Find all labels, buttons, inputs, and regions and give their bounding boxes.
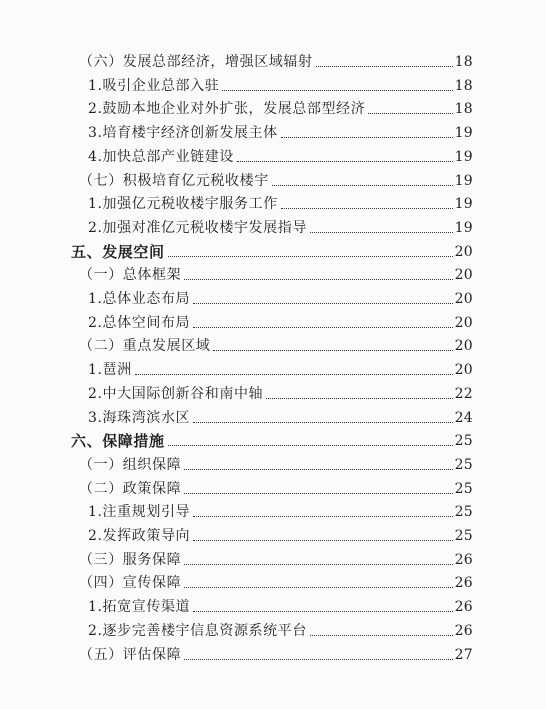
toc-entry[interactable] [0,213,473,237]
toc-entry[interactable] [0,545,473,569]
dot-leader [184,493,452,494]
toc-entry-label: 2.总体空间布局 [88,314,191,331]
toc-entry-page-number: 19 [454,148,473,165]
toc-entry-label: 六、保障措施 [71,432,165,451]
toc-entry-page-number: 25 [454,480,473,497]
toc-entry-page-number: 26 [454,622,473,639]
dot-leader [184,469,452,470]
toc-entry-page-number: 27 [454,646,473,663]
toc-entry-page-number: 26 [454,551,473,568]
toc-entry-label: 1.注重规划引导 [88,504,191,521]
toc-entry-page-number: 19 [454,196,473,213]
toc-entry-page-number: 24 [454,409,473,426]
toc-entry[interactable] [0,237,473,261]
toc-entry-page-number: 18 [454,77,473,94]
toc-entry[interactable] [0,94,473,118]
toc-entry-label: （二）政策保障 [79,480,182,497]
toc-entry[interactable] [0,142,473,166]
toc-entry[interactable] [0,450,473,474]
dot-leader [193,611,452,612]
toc-entry[interactable] [0,379,473,403]
dot-leader [193,422,452,423]
toc-entry-page-number: 25 [454,456,473,473]
toc-entry[interactable] [0,403,473,427]
toc-entry-label: 2.逐步完善楼宇信息资源系统平台 [88,622,307,639]
toc-entry-label: （四）宣传保障 [79,575,182,592]
toc-entry-page-number: 20 [454,338,473,355]
toc-entry-label: 2.加强对准亿元税收楼宇发展指导 [88,219,307,236]
toc-entry-label: （一）总体框架 [79,267,182,284]
toc-entry-label: 2.鼓励本地企业对外扩张，发展总部型经济 [88,101,366,118]
toc-entry-page-number: 20 [454,362,473,379]
dot-leader [222,90,452,91]
dot-leader [281,208,453,209]
toc-entry-label: （一）组织保障 [79,456,182,473]
toc-entry-page-number: 18 [454,101,473,118]
dot-leader [184,279,452,280]
toc-entry-page-number: 20 [454,243,473,260]
toc-entry-label: （七）积极培育亿元税收楼宇 [79,172,269,189]
toc-entry-page-number: 19 [454,125,473,142]
toc-entry-page-number: 19 [454,172,473,189]
dot-leader [193,540,452,541]
dot-leader [193,327,452,328]
toc-entry-page-number: 26 [454,575,473,592]
toc-entry-page-number: 26 [454,599,473,616]
dot-leader [310,232,453,233]
toc-entry[interactable] [0,118,473,142]
toc-entry-page-number: 25 [454,504,473,521]
toc-entry[interactable] [0,166,473,190]
toc-entry[interactable] [0,331,473,355]
toc-entry-label: 1.拓宽宣传渠道 [88,599,191,616]
toc-entry-page-number: 19 [454,219,473,236]
toc-entry-label: （二）重点发展区域 [79,338,211,355]
toc-entry[interactable] [0,568,473,592]
toc-entry-label: 1.吸引企业总部入驻 [88,77,220,94]
toc-entry[interactable] [0,426,473,450]
dot-leader [213,350,452,351]
toc-entry[interactable] [0,521,473,545]
toc-entry-page-number: 20 [454,314,473,331]
toc-entry[interactable] [0,47,473,71]
toc-entry-page-number: 25 [454,528,473,544]
toc-entry-label: （六）发展总部经济，增强区域辐射 [79,54,313,70]
toc-entry-label: 1.总体业态布局 [88,291,191,307]
toc-entry-page-number: 22 [454,385,473,402]
dot-leader [368,113,452,114]
toc-entry[interactable] [0,640,473,664]
dot-leader [316,66,453,67]
toc-entry[interactable] [0,260,473,284]
toc-entry-label: 1.加强亿元税收楼宇服务工作 [88,196,278,213]
dot-leader [266,398,452,399]
toc-entry-label: 3.海珠湾滨水区 [88,409,191,426]
toc-entry[interactable] [0,474,473,498]
dot-leader [281,137,453,138]
toc-entry-label: 4.加快总部产业链建设 [88,148,234,165]
dot-leader [184,659,452,660]
toc-entry-label: （三）服务保障 [79,551,182,568]
toc-entry-page-number: 20 [454,267,473,284]
dot-leader [310,635,453,636]
toc-entry-label: 1.琶洲 [88,362,132,379]
toc-entry-page-number: 20 [454,291,473,307]
dot-leader [272,185,453,186]
toc-entry[interactable] [0,308,473,332]
toc-entry[interactable] [0,592,473,616]
dot-leader [193,516,452,517]
toc-entry[interactable] [0,497,473,521]
toc-entry-label: （五）评估保障 [79,646,182,663]
toc-entry[interactable] [0,284,473,308]
toc-entry[interactable] [0,189,473,213]
dot-leader [135,374,453,375]
toc-entry-label: 2.中大国际创新谷和南中轴 [88,385,264,402]
dot-leader [184,564,452,565]
dot-leader [168,256,453,257]
toc-entry[interactable] [0,71,473,95]
toc-entry[interactable] [0,355,473,379]
toc-entry-label: 五、发展空间 [71,242,165,261]
dot-leader [193,303,452,304]
toc-entry-label: 2.发挥政策导向 [88,528,191,544]
toc-entry-page-number: 25 [454,433,473,450]
dot-leader [184,587,452,588]
dot-leader [237,161,453,162]
toc-entry[interactable] [0,616,473,640]
toc-entry-page-number: 18 [454,54,473,70]
dot-leader [168,445,453,446]
toc-entry-label: 3.培育楼宇经济创新发展主体 [88,125,278,142]
